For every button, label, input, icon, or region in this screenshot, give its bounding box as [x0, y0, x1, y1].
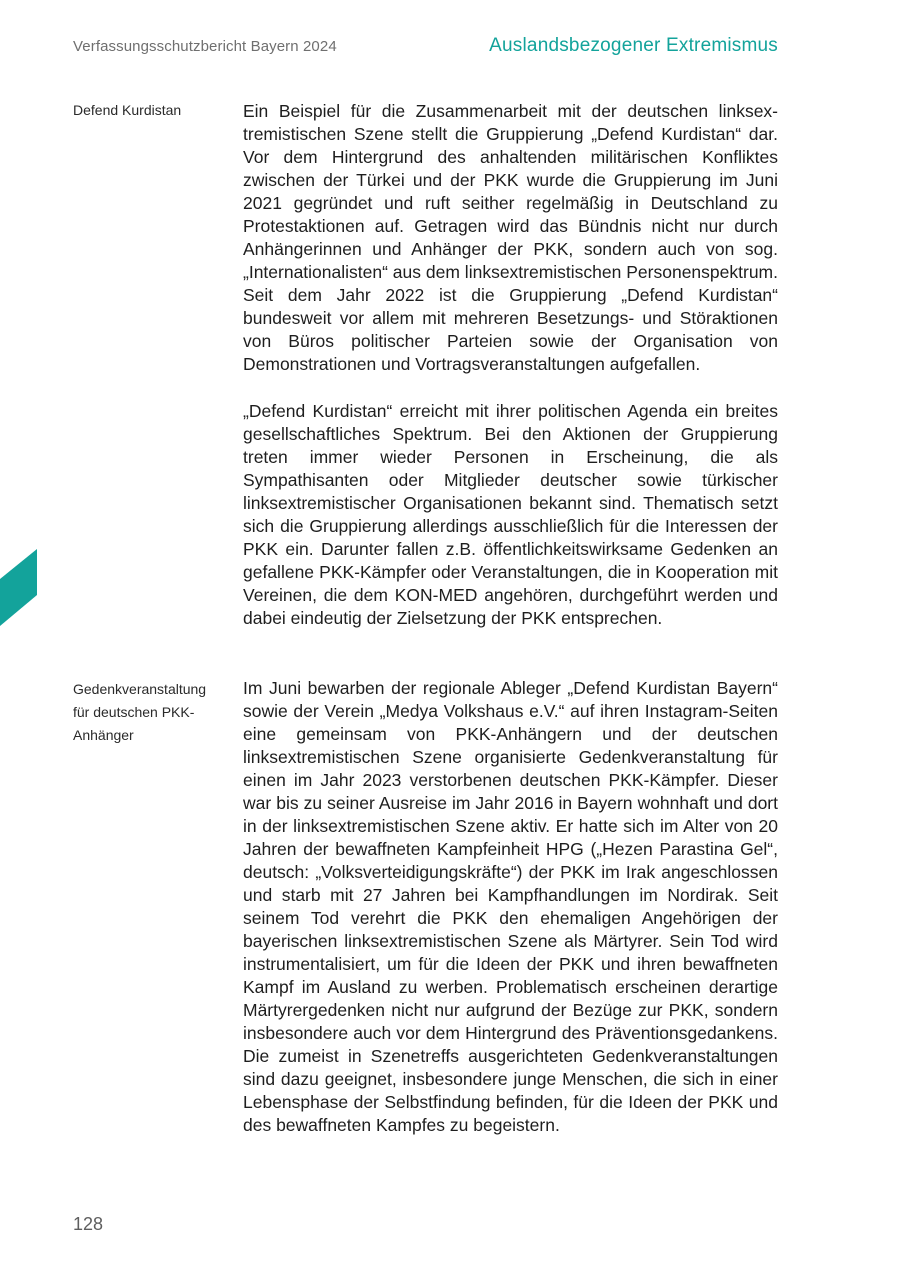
margin-label-defend-kurdistan: Defend Kurdistan	[73, 102, 182, 118]
chapter-marker-tab	[0, 549, 37, 626]
chapter-title: Auslandsbezogener Extremismus	[489, 35, 778, 56]
paragraph-defend-kurdistan-2: „Defend Kurdistan“ erreicht mit ihrer politischen Agenda ein breites gesellschaftliches Spektrum. Bei den Aktionen der Gruppierung treten immer wieder Personen in Erscheinung, die als Sympathisanten oder Mitglieder deutscher sowie türkischer linksextremistischer Organisationen bekannt sind. Thematisch setzt sich die Gruppierung allerdings ausschließlich für die Interessen der PKK ein. Darunter fallen z.B. öffentlichkeitswirksame Gedenken an gefallene PKK-Kämpfer oder Veranstaltungen, die in Kooperation mit Vereinen, die dem KON-MED angehören, durchgeführt werden und dabei eindeutig der Zielsetzung der PKK entsprechen.	[243, 401, 778, 628]
running-header-title: Verfassungsschutzbericht Bayern 2024	[73, 38, 337, 55]
page-number: 128	[73, 1214, 104, 1234]
margin-label-gedenkveranstaltung: Gedenkveranstaltung für deutschen PKK-Anhänger	[73, 681, 207, 743]
chapter-marker-shape	[0, 549, 37, 626]
paragraph-defend-kurdistan-1: Ein Beispiel für die Zusammenarbeit mit der deutschen linksextremistischen Szene stellt die Gruppierung „Defend Kurdistan“ dar. Vor dem Hintergrund des anhaltenden militärischen Konfliktes zwischen der Türkei und der PKK wurde die Gruppierung im Juni 2021 gegründet und ruft seither regelmäßig in Deutschland zu Protestaktionen auf. Getragen wird das Bündnis nicht nur durch Anhängerinnen und Anhänger der PKK, sondern auch von sog. „Internationalisten“ aus dem linksextremistischen Personenspektrum. Seit dem Jahr 2022 ist die Gruppierung „Defend Kurdistan“ bundesweit vor allem mit mehreren Besetzungs- und Störaktionen von Büros politischer Parteien sowie der Organisation von Demonstrationen und Vortragsveranstaltungen aufgefallen.	[243, 101, 778, 374]
paragraph-gedenkveranstaltung: Im Juni bewarben der regionale Ableger „Defend Kurdistan Bayern“ sowie der Verein „Medya Volkshaus e.V.“ auf ihren Instagram-Seiten eine gemeinsam von PKK-Anhängern und der deutschen linksextremistischen Szene organisierte Gedenkveranstaltung für einen im Jahr 2023 verstorbenen deutschen PKK-Kämpfer. Dieser war bis zu seiner Ausreise im Jahr 2016 in Bayern wohnhaft und dort in der linksextremistischen Szene aktiv. Er hatte sich im Alter von 20 Jahren der bewaffneten Kampfeinheit HPG („Hezen Parastina Gel“, deutsch: „Volksverteidigungskräfte“) der PKK im Irak angeschlossen und starb mit 27 Jahren bei Kampfhandlungen im Nordirak. Seit seinem Tod verehrt die PKK den ehemaligen Angehörigen der bayerischen linksextremistischen Szene als Märtyrer. Sein Tod wird instrumentalisiert, um für die Ideen der PKK und ihren bewaffneten Kampf im Ausland zu werben. Problematisch erscheinen derartige Märtyrergedenken nicht nur aufgrund der Bezüge zur PKK, sondern insbesondere auch vor dem Hintergrund des Präventionsgedankens. Die zumeist in Szenetreffs ausgerichteten Gedenkveranstaltungen sind dazu geeignet, insbesondere junge Menschen, die sich in einer Lebensphase der Selbstfindung befinden, für die Ideen der PKK und des bewaffneten Kampfes zu begeistern.	[243, 678, 778, 1135]
